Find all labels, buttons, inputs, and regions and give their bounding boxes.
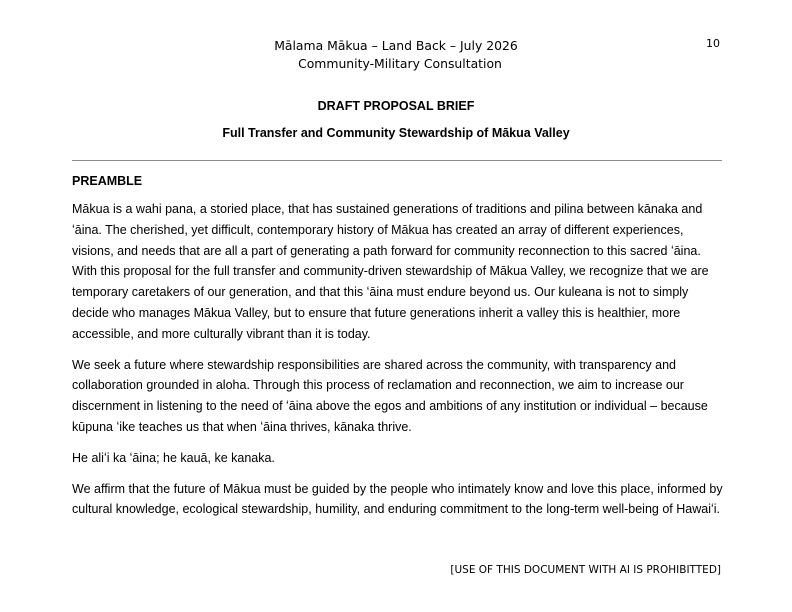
page-number: 10 [706,37,720,50]
horizontal-divider [72,160,722,161]
header-line-project: Mālama Mākua – Land Back – July 2026 [274,38,518,53]
document-title: Full Transfer and Community Stewardship of Mākua Valley [222,126,570,140]
header-line-consultation: Community-Military Consultation [298,56,502,71]
paragraph: We affirm that the future of Mākua must be guided by the people who intimately know and love this place, informed by cultural knowledge, ecological stewardship, humility, and enduring commitment to the long-term well-being of Hawaiʻi. [72,481,723,517]
preamble-body [72,199,724,530]
paragraph: Mākua is a wahi pana, a storied place, that has sustained generations of traditions and pilina between kānaka and ʻāina. The cherished, yet difficult, contemporary history of Mākua has created an array of different experiences, visions, and needs that are all a part of generating a path forward for community reconnection to this sacred ʻāina. With this proposal for the full transfer and community-driven stewardship of Mākua Valley, we recognize that we are temporary caretakers of our generation, and that this ʻāina must endure beyond us. Our kuleana is not to simply decide who manages Mākua Valley, but to ensure that future generations inherit a valley this is healthier, more accessible, and more culturally vibrant than it is today. [72,202,709,341]
running-header [0,37,792,73]
paragraph: We seek a future where stewardship responsibilities are shared across the community, with transparency and collaboration grounded in aloha. Through this process of reclamation and reconnection, we aim to increase our discernment in listening to the need of ʻāina above the egos and ambitions of any institution or individual – because kūpuna ʻike teaches us that when ʻāina thrives, kānaka thrive. [72,357,708,434]
footer-notice: [USE OF THIS DOCUMENT WITH AI IS PROHIBITTED] [450,564,721,576]
section-heading: PREAMBLE [72,174,143,188]
paragraph: He aliʻi ka ʻāina; he kauā, ke kanaka. [72,450,275,465]
document-type: DRAFT PROPOSAL BRIEF [317,99,475,113]
